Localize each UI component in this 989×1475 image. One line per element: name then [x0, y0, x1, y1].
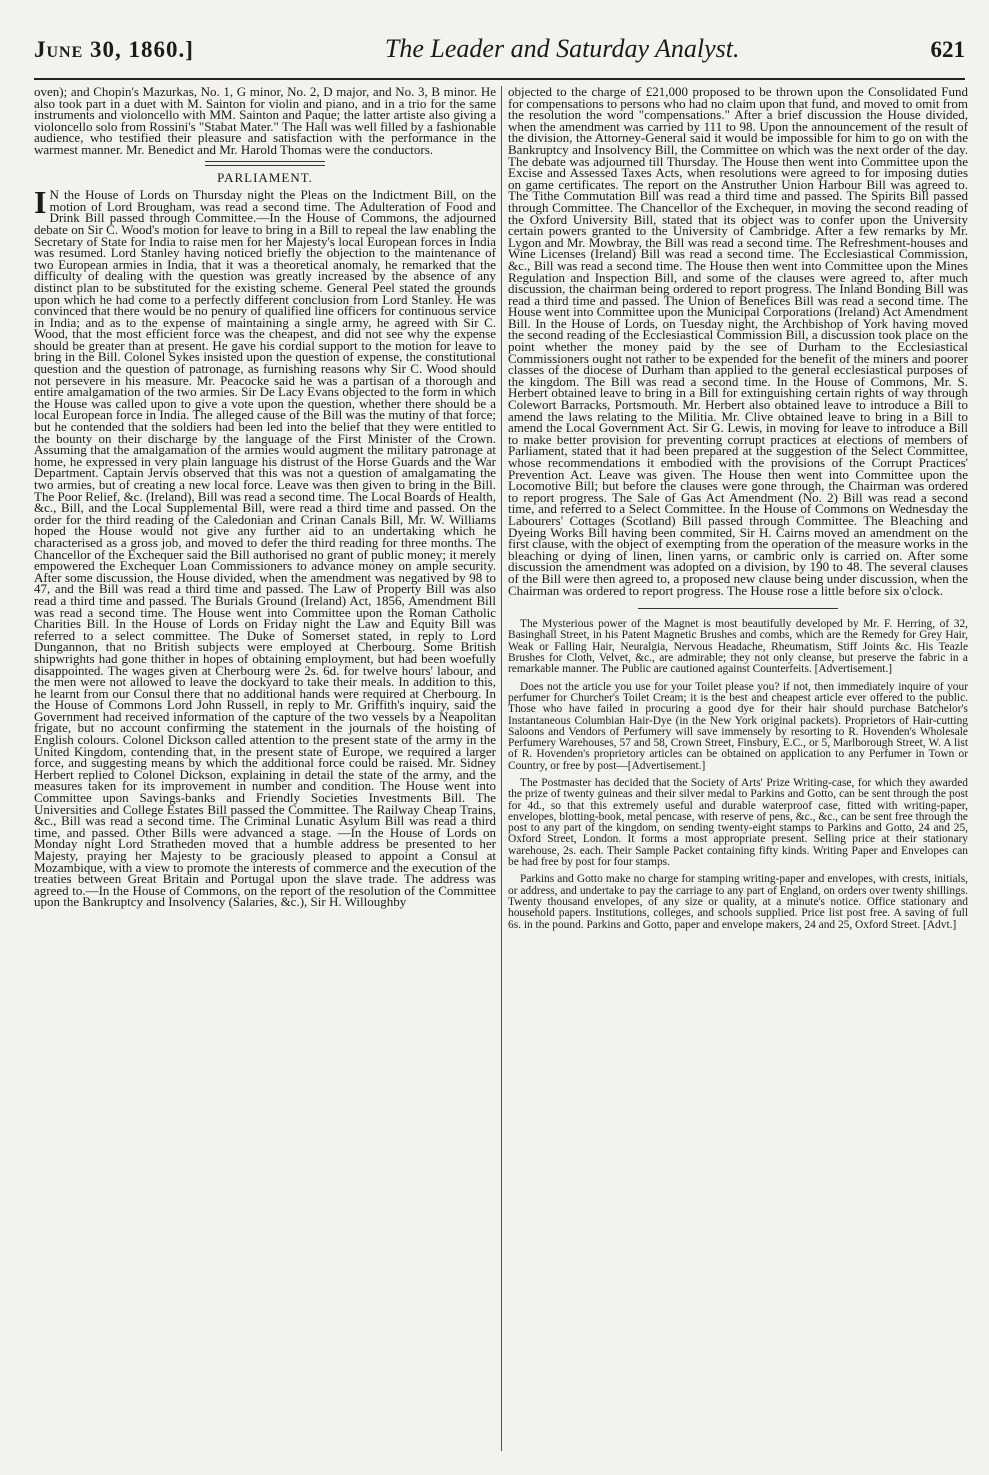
section-divider: [205, 161, 325, 162]
header-title: The Leader and Saturday Analyst.: [384, 34, 740, 63]
advertisement-magnet-brushes: The Mysterious power of the Magnet is most beautifully developed by Mr. F. Herring, of 32, Basinghall Street, in his Patent Magnetic Brushes and combs, which are the Remedy for Grey Hair, Weak or Falling Hair, Neuralgia, Nervous Headache, Rheumatism, Stiff Joints &c. His Teazle Brushes for Cloth, Velvet, &c., are admirable; they not only cleanse, but preserve the fabric in a remarkable manner. The Public are cautioned against Counterfeits. [Advertisement.]: [508, 618, 968, 676]
header-page-number: 621: [930, 37, 965, 62]
advertisement-stationery: Parkins and Gotto make no charge for stamping writing-paper and envelopes, with crests, initials, or address, and undertake to pay the carriage to any part of England, on orders over twenty shillings. Twenty thousand envelopes, of any size or quality, at a minute's notice. Office stationary and household papers. Institutions, colleges, and schools supplied. Price list post free. A saving of full 6s. in the pound. Parkins and Gotto, paper and envelope makers, 24 and 25, Oxford Street. [Advt.]: [508, 873, 968, 931]
section-title-parliament: PARLIAMENT.: [217, 169, 313, 185]
left-column: [34, 86, 496, 1451]
section-divider: [205, 165, 325, 166]
advertisement-writing-case: The Postmaster has decided that the Society of Arts' Prize Writing-case, for which they awarded the prize of twenty guineas and their silver medal to Parkins and Gotto, can be sent through the post for 4d., so that this extremely useful and durable waterproof case, fitted with writing-paper, envelopes, blotting-book, metal pencase, with reserve of pens, &c., &c., can be sent free through the post to any part of the kingdom, on sending twenty-eight stamps to Parkins and Gotto, 24 and 25, Oxford Street, London. It forms a most appropriate present. Selling price at their stationary warehouse, 2s. each. Their Sample Packet containing fifty kinds. Writing Paper and Envelopes can be had free by post for four stamps.: [508, 776, 968, 869]
right-column: [508, 86, 968, 1451]
concert-report-paragraph: oven); and Chopin's Mazurkas, No. 1, G minor, No. 2, D major, and No. 3, B minor. He also took part in a duet with M. Sainton for violin and piano, and in a trio for the same instruments and violoncello with MM. Sainton and Paque; the latter artiste also giving a violoncello solo from Rossini's "Stabat Mater." The Hall was well filled by a fashionable audience, who testified their pleasure and satisfaction with the performance in the warmest manner. Mr. Benedict and Mr. Harold Thomas were the conductors.: [34, 86, 496, 157]
parliament-paragraph: [34, 184, 496, 910]
parliament-continued-paragraph: objected to the charge of £21,000 proposed to be thrown upon the Consolidated Fund for compensations to persons who had no claim upon that fund, and moved to omit from the resolution the word "compensations." After a brief discussion the House divided, when the amendment was carried by 111 to 98. Upon the announcement of the result of the division, the Attorney-General said it would be impossible for him to go on with the Bankruptcy and Insolvency Bill, the Committee on which was the next order of the day. The debate was adjourned till Thursday. The House then went into Committee upon the Excise and Assessed Taxes Acts, when resolutions were agreed to for imposing duties on game certificates. The report on the Anstruther Union Harbour Bill was agreed to. The Tithe Commutation Bill was read a third time and passed. The Spirits Bill passed through Committee. The Chancellor of the Exchequer, in moving the second reading of the Oxford University Bill, stated that its object was to confer upon the University certain powers granted to the University of Cambridge. After a few remarks by Mr. Lygon and Mr. Mowbray, the Bill was read a second time. The Refreshment-houses and Wine Licenses (Ireland) Bill was read a second time. The Ecclesiastical Commission, &c., Bill was read a second time. The House then went into Committee upon the Mines Regulation and Inspection Bill, and some of the clauses were agreed to, after much discussion, the chairman being ordered to report progress. The Inland Bonding Bill was read a third time and passed. The Union of Benefices Bill was read a second time. The House went into Committee upon the Municipal Corporations (Ireland) Act Amendment Bill. In the House of Lords, on Tuesday night, the Archbishop of York having moved the second reading of the Ecclesiastical Commission Bill, a discussion took place on the point whether the money paid by the see of Durham to the Ecclesiastical Commissioners ought not rather to be expended for the benefit of the miners and poorer classes of the diocese of Durham than applied to the general ecclesiastical purposes of the kingdom. The Bill was read a second time. In the House of Commons, Mr. S. Herbert obtained leave to bring in a Bill for extinguishing certain rights of way through Colewort Barracks, Portsmouth. Mr. Herbert also obtained leave to introduce a Bill to amend the laws relating to the Militia. Mr. Clive obtained leave to bring in a Bill to amend the Local Government Act. Sir G. Lewis, in moving for leave to introduce a Bill to make better provision for preventing corrupt practices at elections of members of Parliament, stated that it had been prepared at the suggestion of the Select Committee, whose recommendations it embodied with the provisions of the Corrupt Practices' Prevention Act. Leave was given. The House then went into Committee upon the Locomotive Bill; but before the clauses were gone through, the Chairman was ordered to report progress. The Sale of Gas Act Amendment (No. 2) Bill was read a second time, and referred to a Select Committee. In the House of Commons on Wednesday the Labourers' Cottages (Scotland) Bill passed through Committee. The Bleaching and Dyeing Works Bill having been commited, Sir H. Cairns moved an amendment on the first clause, with the object of exempting from the operation of the measure works in the bleaching or dying of linen, linen yarns, or cambric only is carried on. After some discussion the amendment was adopted on a division, by 190 to 48. The several clauses of the Bill were then agreed to, a proposed new clause being under discussion, when the Chairman was ordered to report progress. The House rose a little before six o'clock.: [508, 86, 968, 598]
parliament-text: N the House of Lords on Thursday night the Pleas on the Indictment Bill, on the motion of Lord Brougham, was read a second time. The Adulteration of Food and Drink Bill passed through Committee.—In the House of Commons, the adjourned debate on Sir C. Wood's motion for leave to bring in a Bill to repeal the law enabling the Secretary of State for India to raise men for her Majesty's local European forces in India was resumed. Lord Stanley having noticed briefly the objection to the maintenance of two European armies in India, that it was a theoretical anomaly, he remarked that the difficulty of dealing with the question was greatly increased by the absence of any distinct plan to be substituted for the existing scheme. General Peel stated the grounds upon which he had come to a perfectly different conclusion from Lord Stanley. He was convinced that there would be no penury of qualified line officers for continuous service in India; and as to the expense of maintaining a single army, he agreed with Sir C. Wood, that the most efficient force was the cheapest, and did not see why the expense should be greater than at present. He gave his cordial support to the motion for leave to bring in the Bill. Colonel Sykes insisted upon the question of expense, the constitutional question and the question of patronage, as furnishing reasons why Sir C. Wood should not persevere in his measure. Mr. Peacocke said he was a partisan of a thorough and entire amalgamation of the two armies. Sir De Lacy Evans objected to the form in which the House was called upon to give a vote upon the question, whether there should be a local European force in India. The alleged cause of the Bill was the mutiny of that force; but he contended that the soldiers had been led into the belief that they were entitled to the bounty on their discharge by the language of the First Minister of the Crown. Assuming that the amalgamation of the armies would augment the military patronage at home, he expressed in very plain language his distrust of the Horse Guards and the War Department. Captain Jervis observed that this was not a question of amalgamating the two armies, but of creating a new local force. Leave was then given to bring in the Bill. The Poor Relief, &c. (Ireland), Bill was read a second time. The Local Boards of Health, &c., Bill, and the Local Supplemental Bill, were read a third time and passed. On the order for the third reading of the Caledonian and Crinan Canals Bill, Mr. W. Williams hoped the House would not give any further aid to an undertaking which he characterised as a gross job, and moved to defer the third reading for three months. The Chancellor of the Exchequer said the Bill authorised no grant of public money; it merely empowered the Exchequer Loan Commissioners to advance money on ample security. After some discussion, the House divided, when the amendment was negatived by 98 to 47, and the Bill was read a third time and passed. The Law of Property Bill was also read a third time and passed. The Burials Ground (Ireland) Act, 1856, Amendment Bill was read a second time. The House went into Committee upon the Roman Catholic Charities Bill. In the House of Lords on Friday night the Law and Equity Bill was referred to a select committee. The Duke of Somerset stated, in reply to Lord Dungannon, that no British subjects were employed at Cherbourg. Some British shipwrights had gone thither in hopes of obtaining employment, but had been woefully disappointed. The wages given at Cherbourg were 2s. 6d. for twelve hours' labour, and the men were not allowed to leave the dockyard to take their meals. In addition to this, he learnt from our Consul there that no additional hands were required at Cherbourg. In the House of Commons Lord John Russell, in reply to Mr. Griffith's inquiry, said the Government had received information of the capture of the two vessels by a Neapolitan frigate, but no account confirming the statement in the journals of the hoisting of English colours. Colonel Dickson called attention to the present state of the army in the United Kingdom, contending that, in the present state of Europe, we required a larger force, and suggesting means by which the additional force could be raised. Mr. Sidney Herbert replied to Colonel Dickson, explaining in detail the state of the army, and the measures taken for its improvement in number and condition. The House went into Committee upon Savings-banks and Friendly Societies Investments Bill. The Universities and College Estates Bill passed the Committee. The Railway Cheap Trains, &c., Bill was read a second time. The Criminal Lunatic Asylum Bill was read a third time, and passed. Other Bills were advanced a stage. —In the House of Lords on Monday night Lord Stratheden moved that a humble address be presented to her Majesty, praying her Majesty to be graciously pleased to appoint a Consul at Mozambique, with a view to promote the interests of commerce and the execution of the treaties between Great Britain and Portugal upon the slave trade. The address was agreed to.—In the House of Commons, on the report of the resolution of the Committee upon the Bankruptcy and Insolvency (Salaries, &c.), Sir H. Willoughby: [34, 187, 496, 910]
header-date: June 30, 1860.]: [34, 37, 194, 62]
column-divider: [501, 86, 502, 1451]
advertisements: [508, 619, 968, 931]
advertisement-toilet-cream: Does not the article you use for your Toilet please you? if not, then immediately inquire of your perfumer for Churcher's Toilet Cream; it is the best and cheapest article ever offered to the public. Those who have failed in procuring a good dye for their hair should purchase Batchelor's Instantaneous Columbian Hair-Dye (in the New York original packets). Proprietors of Hair-cutting Saloons and Vendors of Perfumery will save immensely by resorting to R. Hovenden's Wholesale Perfumery Warehouses, 57 and 58, Crown Street, Finsbury, E.C., or 5, Marlborough Street, W. A list of R. Hovenden's proprietory articles can be obtained on application to any Perfumer in Town or Country, or free by post—[Advertisement.]: [508, 680, 968, 772]
advertisement-divider: [638, 608, 838, 609]
drop-cap: I: [34, 184, 47, 221]
page-header: [34, 34, 965, 80]
